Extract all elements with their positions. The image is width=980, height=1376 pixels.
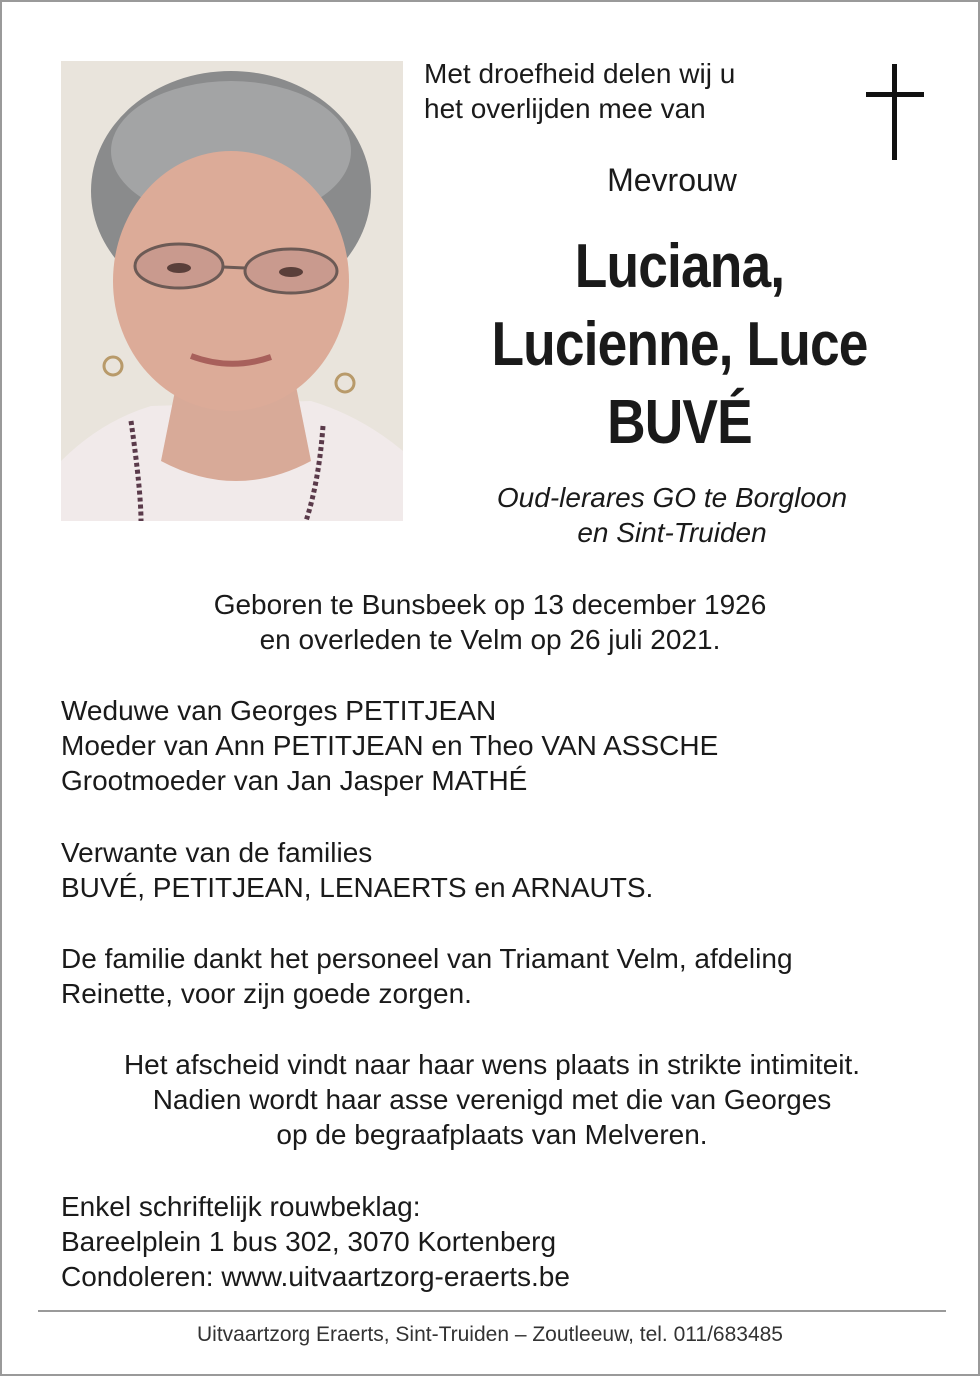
occupation-line-2: en Sint-Truiden <box>577 517 767 548</box>
surname: BUVÉ <box>607 388 752 457</box>
relation-line-1: Weduwe van Georges PETITJEAN <box>61 695 497 726</box>
funeral-home-footer: Uitvaartzorg Eraerts, Sint-Truiden – Zoutleeuw, tel. 011/683485 <box>197 1323 783 1346</box>
occupation-line-1: Oud-lerares GO te Borgloon <box>496 482 848 513</box>
thanks <box>61 941 793 1011</box>
birth-line: Geboren te Bunsbeek op 13 december 1926 <box>213 589 767 620</box>
contact-line-1: Enkel schriftelijk rouwbeklag: <box>61 1191 421 1222</box>
farewell-line-3: op de begraafplaats van Melveren. <box>276 1119 708 1150</box>
farewell <box>2 1047 980 1152</box>
first-names-line-1: Luciana, <box>574 232 785 301</box>
salutation: Mevrouw <box>607 162 737 198</box>
families-line-1: Verwante van de families <box>61 837 373 868</box>
intro-line-2: het overlijden mee van <box>424 93 706 124</box>
cross-icon <box>866 64 924 160</box>
relations <box>61 693 718 798</box>
contact-website[interactable]: Condoleren: www.uitvaartzorg-eraerts.be <box>61 1261 570 1292</box>
families-line-2: BUVÉ, PETITJEAN, LENAERTS en ARNAUTS. <box>61 872 654 903</box>
relation-line-3: Grootmoeder van Jan Jasper MATHÉ <box>61 765 528 796</box>
first-names-line-2: Lucienne, Luce <box>491 310 868 379</box>
thanks-line-2: Reinette, voor zijn goede zorgen. <box>61 978 472 1009</box>
relation-line-2: Moeder van Ann PETITJEAN en Theo VAN ASSCHE <box>61 730 719 761</box>
intro-text <box>424 56 735 126</box>
portrait-photo <box>61 61 403 521</box>
thanks-line-1: De familie dankt het personeel van Triamant Velm, afdeling <box>61 943 793 974</box>
birth-death-dates <box>2 587 978 657</box>
farewell-line-2: Nadien wordt haar asse verenigd met die van Georges <box>152 1084 832 1115</box>
farewell-line-1: Het afscheid vindt naar haar wens plaats in strikte intimiteit. <box>123 1049 861 1080</box>
contact <box>61 1189 570 1294</box>
deceased-name <box>475 228 884 462</box>
families <box>61 835 653 905</box>
death-line: en overleden te Velm op 26 juli 2021. <box>259 624 721 655</box>
intro-line-1: Met droefheid delen wij u <box>424 58 736 89</box>
contact-address: Bareelplein 1 bus 302, 3070 Kortenberg <box>61 1226 557 1257</box>
occupation <box>442 480 902 550</box>
footer-divider <box>38 1310 946 1312</box>
